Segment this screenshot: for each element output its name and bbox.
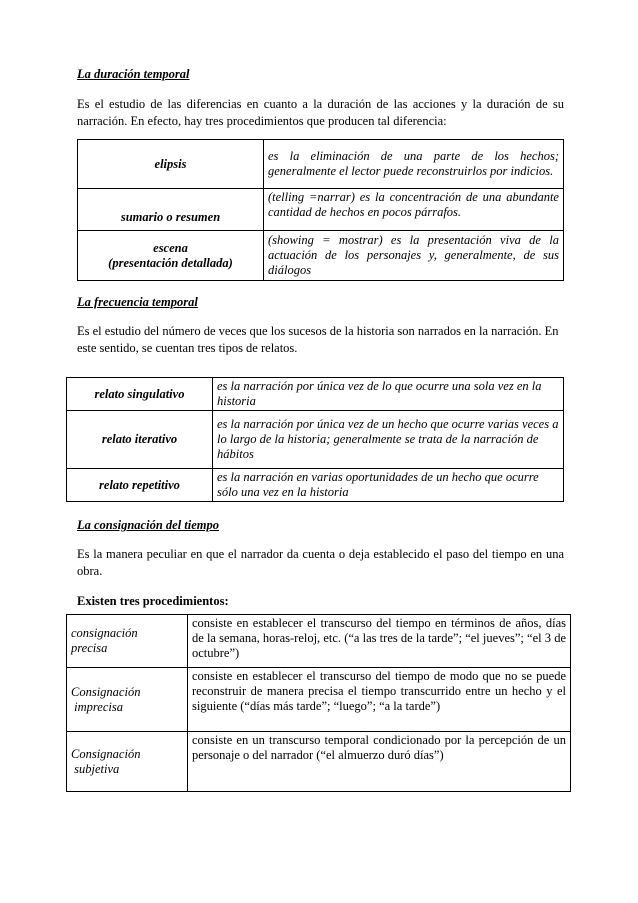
definition-iterativo: es la narración por única vez de un hecho que ocurre varias veces a lo largo de la historia; generalmente se trata de la narración de hábitos <box>213 411 564 469</box>
term-escena-line2: (presentación detallada) <box>108 255 233 270</box>
term-imprecisa-line2: imprecisa <box>71 699 123 714</box>
term-imprecisa <box>67 668 188 732</box>
table-row <box>67 668 571 732</box>
table-row <box>78 140 564 189</box>
table-frecuencia <box>66 377 564 502</box>
table-row <box>67 378 564 411</box>
definition-precisa: consiste en establecer el transcurso del tiempo en términos de años, días de la semana, horas-reloj, etc. (“a las tres de la tarde”; “el jueves”; “el 3 de octubre”) <box>188 615 571 668</box>
section-title-frecuencia: La frecuencia temporal <box>77 295 198 309</box>
term-escena <box>78 231 264 281</box>
section-title-duracion: La duración temporal <box>77 67 190 81</box>
table-duracion <box>77 139 564 281</box>
table-row <box>78 189 564 231</box>
table-row <box>67 411 564 469</box>
definition-imprecisa: consiste en establecer el transcurso del tiempo de modo que no se puede reconstruir de manera precisa el tiempo transcurrido entre un hecho y el siguiente (“días más tarde”; “luego”; “a la tarde”) <box>188 668 571 732</box>
table-row <box>67 615 571 668</box>
term-repetitivo: relato repetitivo <box>67 469 213 502</box>
definition-subjetiva: consiste en un transcurso temporal condicionado por la percepción de un personaje o del narrador (“el almuerzo duró días”) <box>188 732 571 792</box>
definition-elipsis: es la eliminación de una parte de los hechos; generalmente el lector puede reconstruirlos por indicios. <box>264 140 564 189</box>
term-subjetiva-line2: subjetiva <box>71 761 120 776</box>
definition-repetitivo: es la narración en varias oportunidades de un hecho que ocurre sólo una vez en la historia <box>213 469 564 502</box>
term-iterativo: relato iterativo <box>67 411 213 469</box>
term-singulativo: relato singulativo <box>67 378 213 411</box>
term-subjetiva <box>67 732 188 792</box>
table-row <box>67 469 564 502</box>
table-row <box>67 732 571 792</box>
subtitle-procedimientos: Existen tres procedimientos: <box>77 594 229 608</box>
paragraph-consignacion: Es la manera peculiar en que el narrador da cuenta o deja establecido el paso del tiempo en una obra. <box>77 547 564 578</box>
table-consignacion <box>66 614 571 792</box>
term-precisa <box>67 615 188 668</box>
term-precisa-line2: precisa <box>71 641 108 655</box>
term-subjetiva-line1: Consignación <box>71 746 141 761</box>
definition-escena: (showing = mostrar) es la presentación viva de la actuación de los personajes y, generalmente, de sus diálogos <box>264 231 564 281</box>
paragraph-duracion: Es el estudio de las diferencias en cuanto a la duración de las acciones y la duración de su narración. En efecto, hay tres procedimientos que producen tal diferencia: <box>77 97 564 128</box>
term-sumario: sumario o resumen <box>78 189 264 231</box>
definition-singulativo: es la narración por única vez de lo que ocurre una sola vez en la historia <box>213 378 564 411</box>
term-escena-line1: escena <box>153 240 188 255</box>
term-imprecisa-line1: Consignación <box>71 684 141 699</box>
table-row <box>78 231 564 281</box>
term-precisa-line1: consignación <box>71 626 138 640</box>
paragraph-frecuencia: Es el estudio del número de veces que los sucesos de la historia son narrados en la narración. En este sentido, se cuentan tres tipos de relatos. <box>77 324 559 355</box>
section-title-consignacion: La consignación del tiempo <box>77 518 220 532</box>
term-elipsis: elipsis <box>78 140 264 189</box>
definition-sumario: (telling =narrar) es la concentración de una abundante cantidad de hechos en pocos párrafos. <box>264 189 564 231</box>
